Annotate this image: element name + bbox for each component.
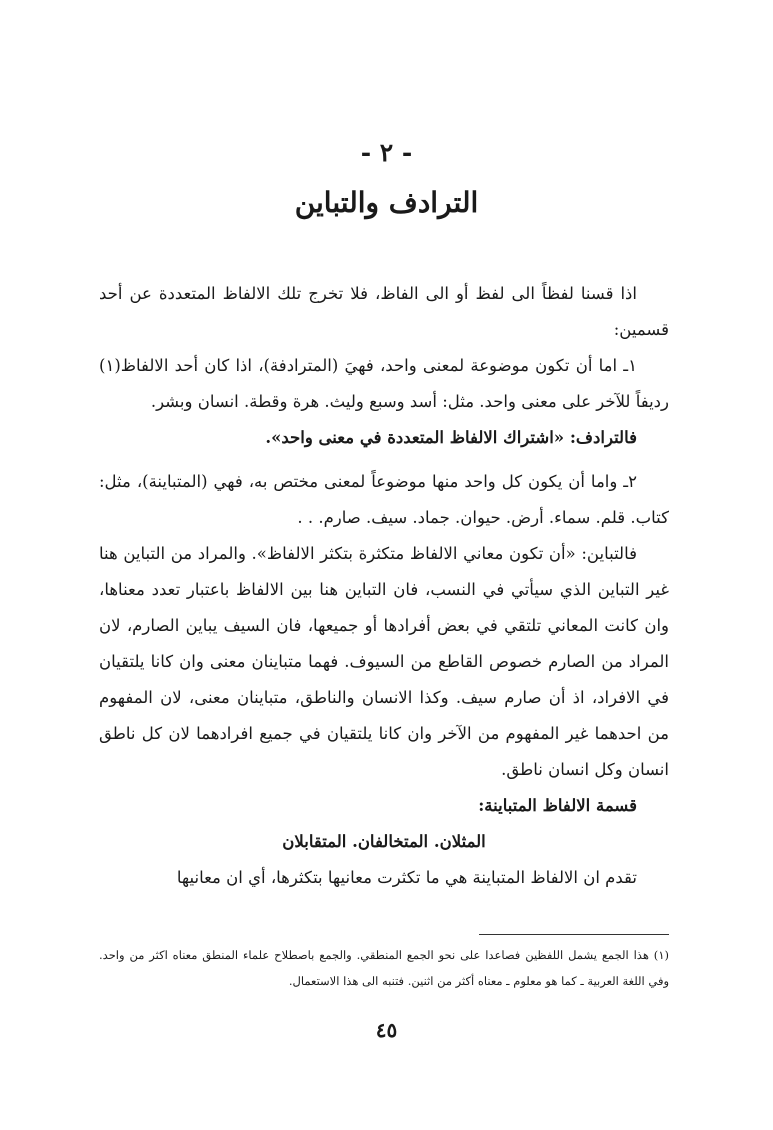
footnote-divider <box>479 934 669 935</box>
paragraph-synonyms: ١ـ اما أن تكون موضوعة لمعنى واحد، فهيَ (المترادفة)، اذا كان أحد الالفاظ(١) رديفاً للآخر على معنى واحد. مثل: أسد وسبع وليث. هرة وقطة. انسان وبشر. <box>99 356 669 411</box>
paragraph-distinct: ٢ـ واما أن يكون كل واحد منها موضوعاً لمعنى مختص به، فهي (المتباينة)، مثل: كتاب. قلم. سماء. أرض. حيوان. جماد. سيف. صارم. . . <box>99 472 669 527</box>
chapter-number: - ٢ - <box>360 138 413 167</box>
body-text <box>99 276 669 896</box>
footnotes <box>99 942 669 994</box>
paragraph-synonymy-definition: فالترادف: «اشتراك الالفاظ المتعددة في معنى واحد». <box>265 428 637 447</box>
paragraph-distinction-definition: فالتباين: «أن تكون معاني الالفاظ متكثرة بتكثر الالفاظ». والمراد من التباين هنا غير التباين الذي سيأتي في النسب، فان التباين هنا بين الالفاظ باعتبار تعدد معناها، وان كانت المعاني تلتقي في بعض أفرادها أو جميعها، فان السيف يباين الصارم، لان المراد من الصارم خصوص القاطع من السيوف. فهما متباينان معنى وان كانا يلتقيان في الافراد، اذ أن صارم سيف. وكذا الانسان والناطق، متباينان معنى، لان المفهوم من احدهما غير المفهوم من الآخر وان كانا يلتقيان في جميع افرادهما لان كل ناطق انسان وكل انسان ناطق. <box>99 544 669 779</box>
chapter-title: الترادف والتباين <box>294 186 479 219</box>
paragraph-continuation: تقدم ان الالفاظ المتباينة هي ما تكثرت معانيها بتكثرها، أي ان معانيها <box>176 868 637 887</box>
subheading-categories: المثلان. المتخالفان. المتقابلان <box>282 832 486 851</box>
section-heading-distinct-division: قسمة الالفاظ المتباينة: <box>478 796 637 815</box>
paragraph-intro: اذا قسنا لفظاً الى لفظ أو الى الفاظ، فلا تخرج تلك الالفاظ المتعددة عن أحد قسمين: <box>99 284 669 339</box>
page-number: ٤٥ <box>375 1018 398 1042</box>
footnote-1: (١) هذا الجمع يشمل اللفظين فصاعدا على نحو الجمع المنطقي. والجمع باصطلاح علماء المنطق معناه اكثر من واحد. وفي اللغة العربية ـ كما هو معلوم ـ معناه أكثر من اثنين. فتنبه الى هذا الاستعمال. <box>99 948 669 988</box>
